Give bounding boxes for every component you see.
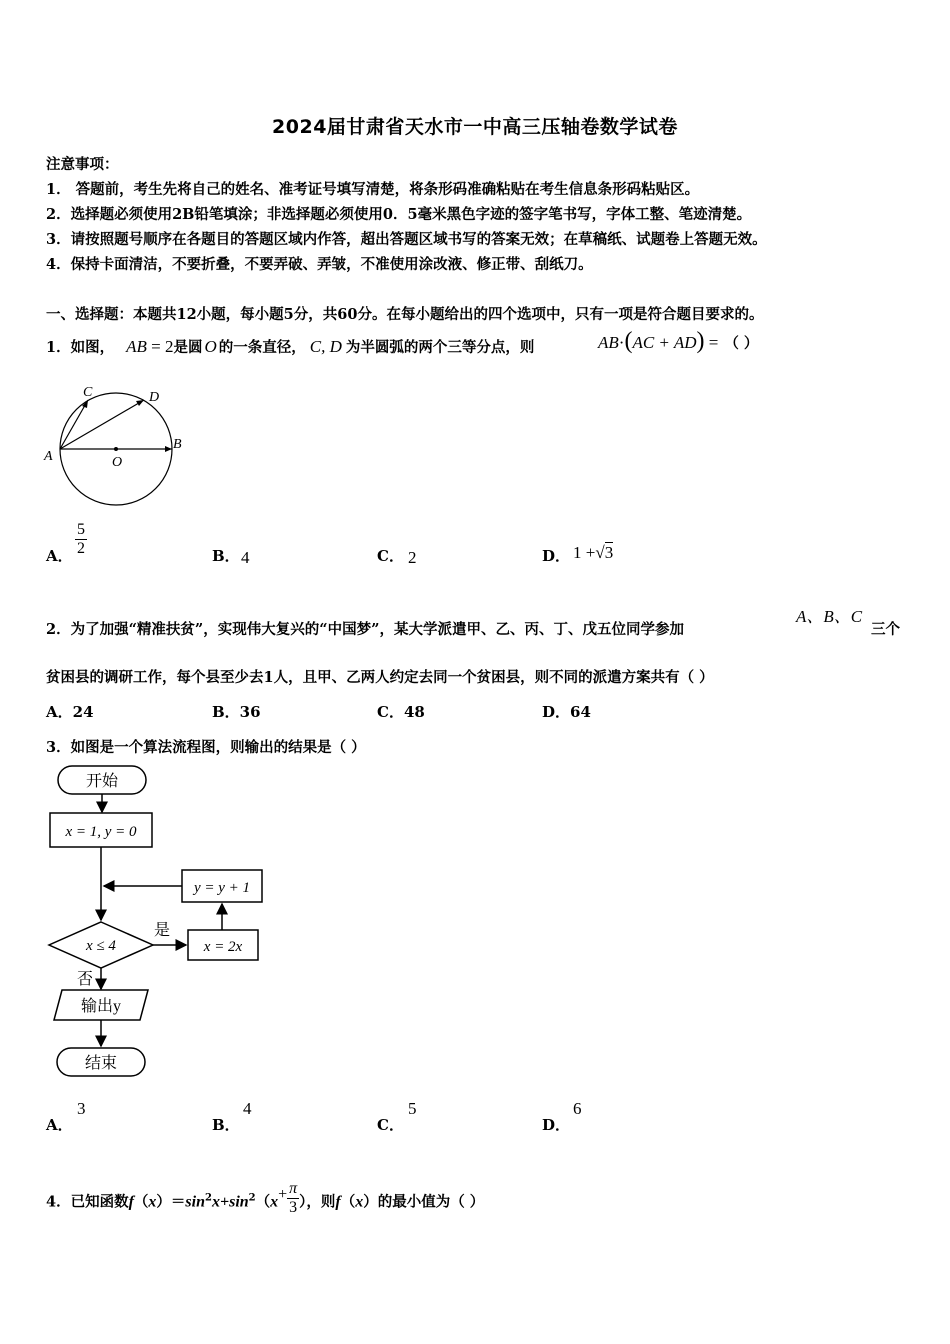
- flow-output-text: 输出y: [80, 998, 122, 1015]
- option-b-value: 4: [243, 1099, 252, 1118]
- pi-over-3: $\frac{\pi}{3}$: [289, 1180, 298, 1216]
- flow-init-text: x = 1, y = 0: [65, 824, 137, 840]
- flow-yes-label: 是: [154, 922, 171, 939]
- flow-no-label: 否: [77, 971, 94, 988]
- page-title: 2024届甘肃省天水市一中高三压轴卷数学试卷: [272, 116, 678, 138]
- section-heading: 一、选择题：本题共12小题，每小题5分，共60分。在每小题给出的四个选项中，只有一项是符合题目要求的。: [46, 306, 764, 323]
- question-2-counties: A、B、C: [796, 607, 863, 626]
- notice-item: 1． 答题前，考生先将自己的姓名、准考证号填写清楚，将条形码准确粘贴在考生信息条形码粘贴区。: [46, 181, 700, 198]
- label-d: D: [149, 390, 160, 405]
- circle-figure: [40, 378, 200, 513]
- option-c-value: 2: [408, 548, 417, 567]
- option-a-value: 3: [77, 1099, 86, 1118]
- notice-heading: 注意事项：: [46, 156, 119, 173]
- flowchart: [40, 762, 275, 1082]
- label-o: O: [112, 455, 123, 470]
- option-d-value: 6: [573, 1099, 582, 1118]
- flow-step-x-text: x = 2x: [203, 939, 243, 955]
- question-1-stem: 1．如图， AB = 2是圆 O 的一条直径， C, D 为半圆弧的两个三等分点，则: [46, 337, 535, 356]
- notice-item: 2．选择题必须使用2B铅笔填涂；非选择题必须使用0．5毫米黑色字迹的签字笔书写，字体工整、笔迹清楚。: [46, 206, 752, 223]
- option-b-label: B．: [212, 547, 240, 565]
- option-a-label: A．: [46, 1116, 73, 1134]
- question-2-stem-line2: 贫困县的调研工作，每个县至少去1人，且甲、乙两人约定去同一个贫困县，则不同的派遣方案共有（ ）: [46, 669, 714, 686]
- label-c: C: [83, 385, 93, 400]
- question-3-stem: 3．如图是一个算法流程图，则输出的结果是（ ）: [46, 739, 366, 756]
- option-b: B．36: [212, 703, 261, 721]
- chord-ad: [60, 400, 144, 449]
- option-d: D．64: [542, 703, 591, 721]
- chord-ac: [60, 400, 88, 449]
- flow-start-text: 开始: [85, 773, 119, 790]
- flow-step-y-text: y = y + 1: [193, 880, 251, 896]
- question-4-stem: 4．已知函数$f(x)=\sin^2x+\sin^2(x+$ $\frac{\pi}{3}$ ），则f（x）的最小值为（ ）: [46, 1180, 485, 1216]
- label-b: B: [173, 437, 182, 452]
- question-2-stem-end: 三个: [871, 621, 900, 638]
- flow-condition-text: x ≤ 4: [86, 938, 116, 954]
- option-c-value: 5: [408, 1099, 417, 1118]
- option-a-fraction: $\frac{5}{2}$: [77, 521, 85, 557]
- option-c: C．48: [377, 703, 425, 721]
- option-a: A．24: [46, 703, 94, 721]
- arrow-b: [165, 446, 172, 452]
- flow-end-text: 结束: [84, 1055, 118, 1072]
- label-a: A: [44, 449, 53, 464]
- notice-item: 3．请按照题号顺序在各题目的答题区域内作答，超出答题区域书写的答案无效；在草稿纸、试题卷上答题无效。: [46, 231, 767, 248]
- option-b-label: B．: [212, 1116, 240, 1134]
- arrow-d: [136, 400, 144, 406]
- center-point: [114, 447, 118, 451]
- option-a-label: A．: [46, 547, 73, 565]
- option-c-label: C．: [377, 1116, 404, 1134]
- option-d-label: D．: [542, 1116, 571, 1134]
- option-c-label: C．: [377, 547, 404, 565]
- option-d-value: 1 +√3: [573, 543, 614, 562]
- question-2-stem: 2．为了加强“精准扶贫”，实现伟大复兴的“中国梦”，某大学派遣甲、乙、丙、丁、戊五位同学参加: [46, 621, 684, 638]
- option-b-value: 4: [241, 548, 250, 567]
- option-d-label: D．: [542, 547, 571, 565]
- notice-item: 4．保持卡面清洁，不要折叠，不要弄破、弄皱，不准使用涂改液、修正带、刮纸刀。: [46, 256, 593, 273]
- question-1-expression: AB·(AC + AD) = （ ）: [598, 328, 759, 354]
